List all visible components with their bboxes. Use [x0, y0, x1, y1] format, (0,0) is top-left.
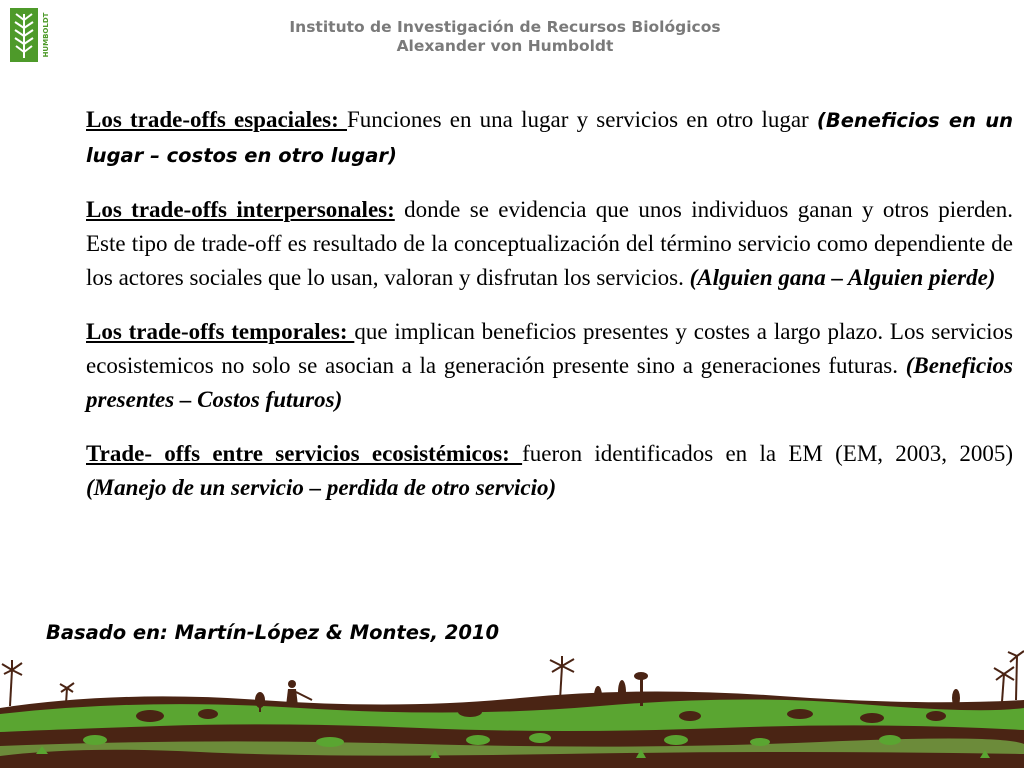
text-temporal: que implican beneficios presentes y costes a largo plazo. Los servicios ecosistemicos no solo se asocian a la generación presente sino a generaciones futuras. [86, 319, 1013, 378]
emphasis-temporal: (Beneficios presentes – Costos futuros) [86, 353, 1013, 412]
paragraph-interpersonal [86, 193, 1013, 295]
heading-temporal: Los trade-offs temporales: [86, 319, 355, 344]
heading-interpersonal: Los trade-offs interpersonales: [86, 197, 395, 222]
institution-line-1: Instituto de Investigación de Recursos Biológicos [289, 18, 721, 36]
humboldt-logo [4, 4, 56, 66]
institution-name [270, 18, 740, 56]
heading-ecosystem: Trade- offs entre servicios ecosistémicos: [86, 441, 523, 466]
paragraph-spatial [86, 103, 1013, 173]
svg-text:HUMBOLDT: HUMBOLDT [42, 12, 50, 58]
text-interpersonal: donde se evidencia que unos individuos ganan y otros pierden. Este tipo de trade-off es resultado de la conceptualización del término servicio como dependiente de los actores sociales que lo usan, valoran y disfrutan los servicios. [86, 197, 1013, 290]
text-spatial: Funciones en una lugar y servicios en otro lugar [347, 107, 817, 132]
text-ecosystem: fueron identificados en la EM (EM, 2003, 2005) [522, 441, 1014, 466]
emphasis-interpersonal: (Alguien gana – Alguien pierde) [689, 265, 996, 290]
emphasis-spatial: (Beneficios en un lugar – costos en otro lugar) [86, 109, 1014, 167]
emphasis-ecosystem: (Manejo de un servicio – perdida de otro servicio) [86, 475, 557, 500]
paragraph-ecosystem [86, 437, 1013, 505]
heading-spatial: Los trade-offs espaciales: [86, 107, 347, 132]
landscape-footer [0, 648, 1024, 768]
content-body [86, 103, 1013, 505]
institution-line-2: Alexander von Humboldt [396, 37, 614, 55]
source-citation: Basado en: Martín-López & Montes, 2010 [46, 621, 500, 644]
paragraph-temporal [86, 315, 1013, 417]
